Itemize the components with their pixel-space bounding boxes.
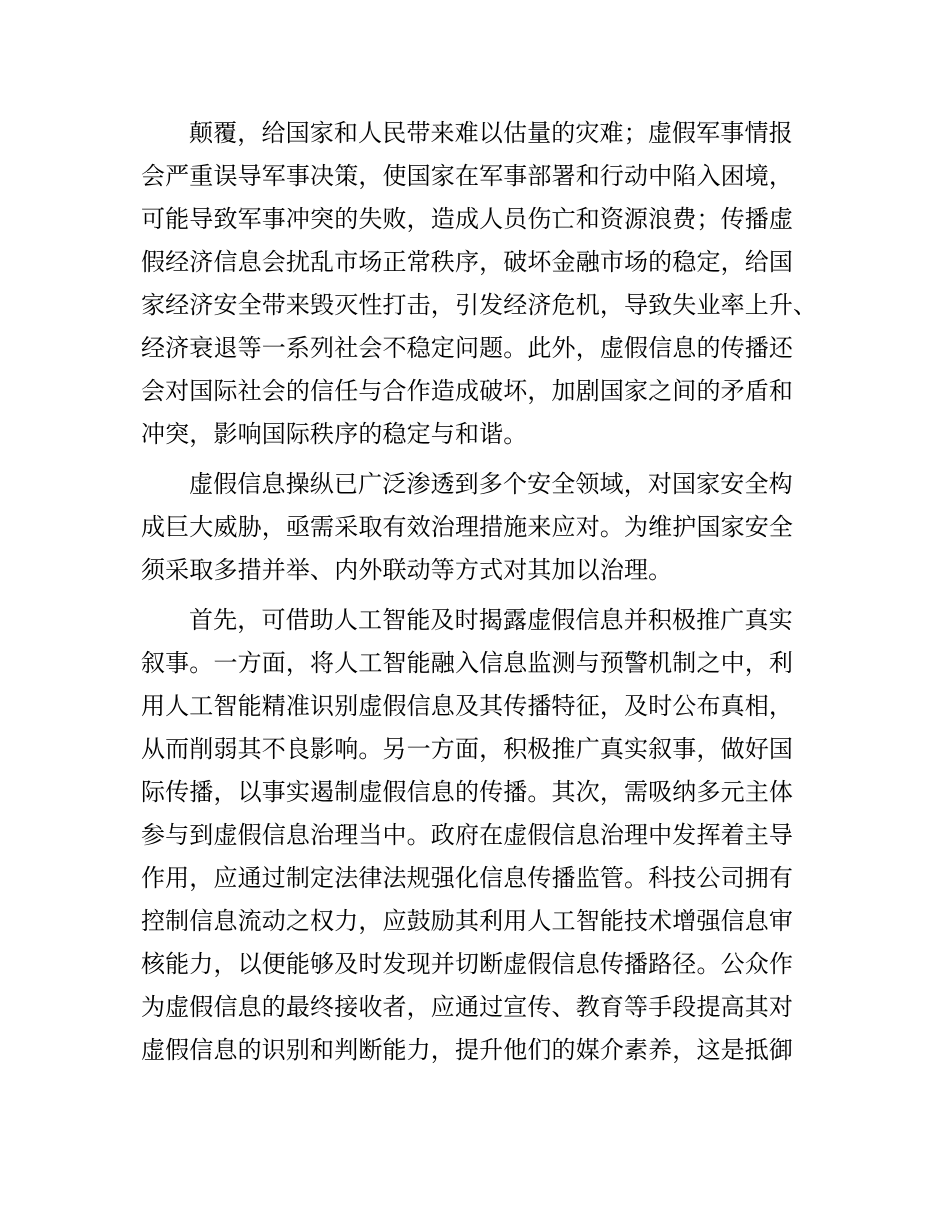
paragraph-2 [141, 463, 831, 592]
paragraph-line: 须采取多措并举、内外联动等方式对其加以治理。 [141, 556, 673, 584]
document-body [141, 112, 831, 1072]
paragraph-line: 经济衰退等一系列社会不稳定问题。此外，虚假信息的传播还 [141, 334, 794, 362]
paragraph-line: 际传播，以事实遏制虚假信息的传播。其次，需吸纳多元主体 [141, 778, 794, 806]
paragraph-line: 核能力，以便能够及时发现并切断虚假信息传播路径。公众作 [141, 950, 794, 978]
paragraph-line: 可能导致军事冲突的失败，造成人员伤亡和资源浪费；传播虚 [141, 205, 794, 233]
paragraph-line: 控制信息流动之权力，应鼓励其利用人工智能技术增强信息审 [141, 907, 794, 935]
paragraph-line: 首先，可借助人工智能及时揭露虚假信息并积极推广真实 [189, 606, 793, 634]
paragraph-line: 虚假信息的识别和判断能力，提升他们的媒介素养，这是抵御 [141, 1036, 794, 1064]
paragraph-line: 参与到虚假信息治理当中。政府在虚假信息治理中发挥着主导 [141, 821, 794, 849]
paragraph-line: 作用，应通过制定法律法规强化信息传播监管。科技公司拥有 [141, 864, 794, 892]
paragraph-line: 假经济信息会扰乱市场正常秩序，破坏金融市场的稳定，给国 [141, 248, 794, 276]
paragraph-line: 会严重误导军事决策，使国家在军事部署和行动中陷入困境， [141, 162, 794, 190]
paragraph-line: 成巨大威胁，亟需采取有效治理措施来应对。为维护国家安全 [141, 513, 794, 541]
paragraph-line: 从而削弱其不良影响。另一方面，积极推广真实叙事，做好国 [141, 735, 794, 763]
paragraph-1 [141, 112, 831, 456]
paragraph-3 [141, 599, 831, 1072]
paragraph-line: 叙事。一方面，将人工智能融入信息监测与预警机制之中，利 [141, 649, 794, 677]
paragraph-line: 虚假信息操纵已广泛渗透到多个安全领域，对国家安全构 [189, 470, 793, 498]
paragraph-line: 为虚假信息的最终接收者，应通过宣传、教育等手段提高其对 [141, 993, 794, 1021]
paragraph-spacing [141, 456, 831, 463]
paragraph-line: 颠覆，给国家和人民带来难以估量的灾难；虚假军事情报 [189, 119, 793, 147]
paragraph-line: 会对国际社会的信任与合作造成破坏，加剧国家之间的矛盾和 [141, 377, 794, 405]
paragraph-line: 冲突，影响国际秩序的稳定与和谐。 [141, 420, 528, 448]
paragraph-line: 家经济安全带来毁灭性打击，引发经济危机，导致失业率上升、 [141, 291, 818, 319]
paragraph-line: 用人工智能精准识别虚假信息及其传播特征，及时公布真相， [141, 692, 794, 720]
paragraph-spacing [141, 592, 831, 599]
